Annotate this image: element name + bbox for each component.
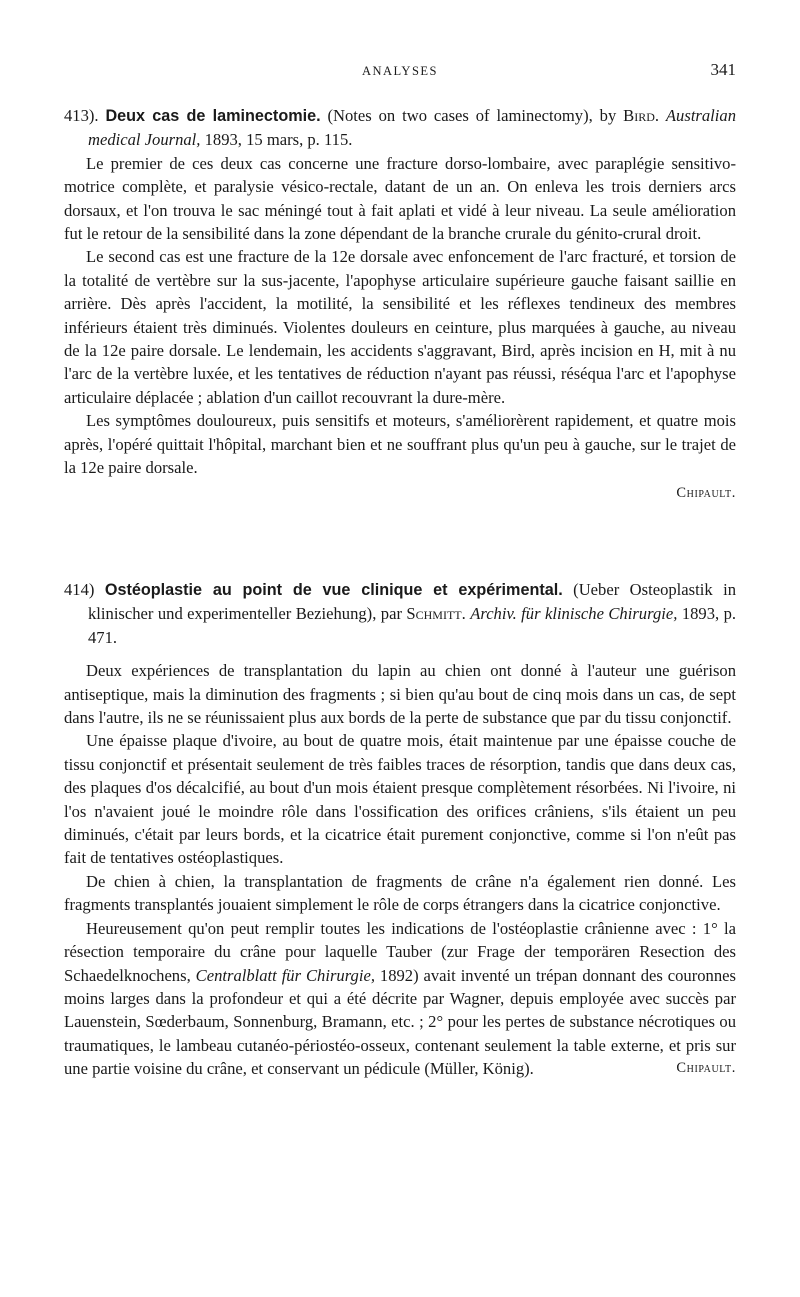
paragraph: De chien à chien, la transplantation de fragments de crâne n'a également rien donné. Les fragments transplantés jouaient simplement le rôle de corps étrangers dans la cicatrice conjonctive. bbox=[64, 871, 736, 915]
article-number: 413). bbox=[64, 106, 99, 125]
article-author: Bird. bbox=[623, 106, 660, 125]
paragraph-text: Heureusement qu'on peut remplir toutes les indications de l'ostéoplastie crânienne avec : 1° la résection temporaire du crâne pour laquelle Tauber (zur Frage der temporären Resection des Schaedelknochens, bbox=[64, 918, 736, 985]
signature: Chipault. bbox=[676, 1060, 736, 1077]
paragraph: Le premier de ces deux cas concerne une fracture dorso-lombaire, avec paraplégie sensitivo-motrice complète, et paralysie vésico-rectale, datant de un an. On enleva les trois derniers arcs dorsaux, et l'on trouva le sac méningé tout à fait aplati et vidé à leur niveau. La seule amélioration fut le retour de la sensibilité dans la zone dépendant de la branche crurale du génito-crural droit. bbox=[64, 153, 736, 244]
page-number: 341 bbox=[710, 60, 736, 79]
article-citation: 1893, p. 471. bbox=[88, 604, 737, 647]
article-author: Schmitt. bbox=[406, 604, 466, 624]
paragraph: Deux expériences de transplantation du lapin au chien ont donné à l'auteur une guérison antiseptique, mais la diminution des fragments ; si bien qu'au bout de cinq mois dans un cas, de sept dans l'autre, ils ne se réunissaient plus aux bords de la perte de substance que par du tissu conjonctif. bbox=[64, 661, 736, 728]
article-title: Deux cas de laminectomie. bbox=[105, 107, 321, 125]
article-413 bbox=[64, 104, 736, 505]
article-title: Ostéoplastie au point de vue clinique et expérimental. bbox=[104, 581, 563, 599]
running-head bbox=[64, 60, 736, 84]
article-header bbox=[64, 578, 736, 649]
paragraph-last bbox=[64, 917, 736, 1081]
article-414 bbox=[64, 578, 736, 1081]
paragraph: Les symptômes douloureux, puis sensitifs et moteurs, s'améliorèrent rapidement, et quatre mois après, l'opéré quittait l'hôpital, marchant bien et ne souffrant plus qu'un peu à gauche, sur le trajet de la 12e paire dorsale. bbox=[64, 411, 736, 478]
article-journal: Archiv. für klinische Chirurgie, bbox=[470, 604, 678, 624]
spacer bbox=[64, 649, 736, 659]
article-translation: (Ueber Osteoplastik in klinischer und experimenteller Beziehung), par bbox=[88, 580, 736, 624]
paragraph-text: 1892) avait inventé un trépan donnant des couronnes moins larges dans la profondeur et qui a été décrite par Wagner, depuis employée avec succès par Lauenstein, Sœderbaum, Sonnenburg, Bramann, etc. ; 2° pour les pertes de substance nécrotiques ou traumatiques, le lambeau cutanéo-périostéo-osseux, contenant seulement la table externe, et pris sur une partie voisine du crâne, et conservant un pédicule (Müller, König). bbox=[64, 965, 736, 1079]
paragraph: Le second cas est une fracture de la 12e dorsale avec enfoncement de l'arc fracturé, et torsion de la totalité de vertèbre sur la sus-jacente, l'apophyse articulaire supérieure gauche faisant saillie en arrière. Dès après l'accident, la motilité, la sensibilité et les réflexes tendineux des membres inférieurs étaient très diminués. Violentes douleurs en ceinture, plus marquées à gauche, au niveau de la 12e paire dorsale. Le lendemain, les accidents s'aggravant, Bird, après incision en H, mit à nu l'arc de la vertèbre luxée, et les tentatives de réduction n'ayant pas réussi, réséqua l'arc et l'apophyse articulaire déplacée ; ablation d'un caillot recouvrant la dure-mère. bbox=[64, 247, 736, 407]
signature: Chipault. bbox=[676, 484, 736, 501]
article-citation: 1893, 15 mars, p. 115. bbox=[204, 130, 353, 150]
article-translation: (Notes on two cases of laminectomy), by bbox=[327, 106, 617, 125]
article-journal: Australian medical Journal, bbox=[88, 106, 736, 150]
paragraph-journal: Centralblatt für Chirurgie, bbox=[195, 965, 375, 985]
running-title: ANALYSES bbox=[361, 64, 439, 78]
paragraph: Une épaisse plaque d'ivoire, au bout de quatre mois, était maintenue par une épaisse couche de tissu conjonctif et présentait seulement de très faibles traces de résorption, tandis que dans deux cas, des plaques d'os décalcifié, au bout d'un mois étaient presque complètement résorbées. Ni l'ivoire, ni l'os n'avaient joué le moindre rôle dans l'ossification des orifices crâniens, s'ils étaient un peu diminués, c'était par leurs bords, et la cicatrice était purement conjonctive, comme si l'on n'eût pas fait de tentatives ostéoplastiques. bbox=[64, 731, 736, 868]
article-header bbox=[64, 104, 736, 152]
article-number: 414) bbox=[64, 580, 95, 599]
